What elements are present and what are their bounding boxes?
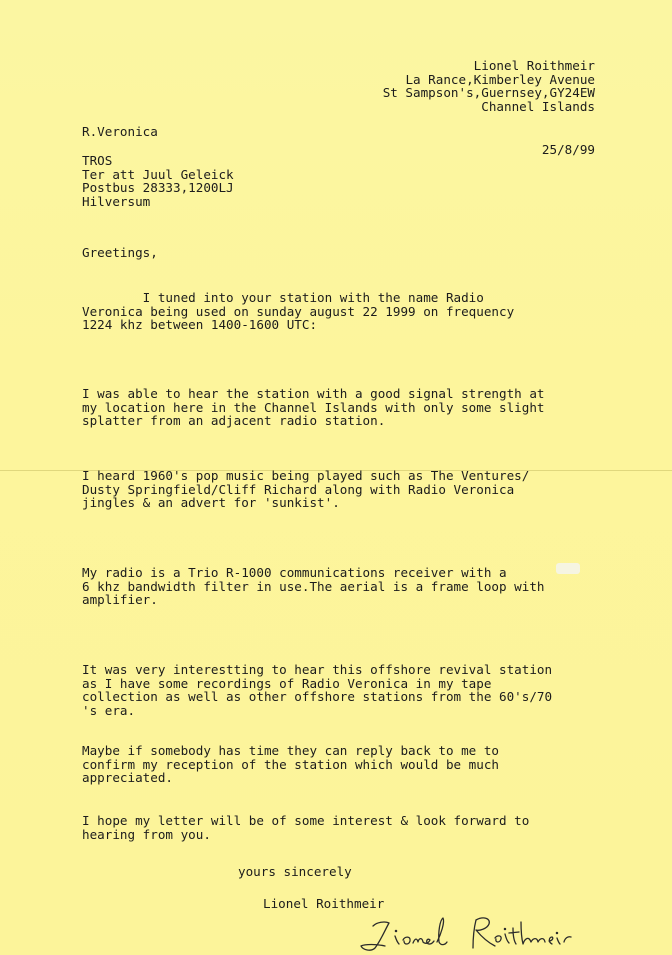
paragraph-line: collection as well as other offshore stations from the 60's/70: [82, 689, 553, 705]
letter-date: 25/8/99: [541, 142, 595, 157]
paragraph-line: I heard 1960's pop music being played such as The Ventures/: [82, 468, 530, 483]
body-paragraph: [82, 663, 552, 718]
recipient-address: [82, 154, 234, 209]
recipient-line2: Ter att Juul Geleick: [82, 166, 234, 182]
paragraph-line: 6 khz bandwidth filter in use.The aerial is a frame loop with: [82, 578, 545, 594]
paragraph-line: I tuned into your station with the name Radio: [82, 290, 484, 305]
body-paragraph: [82, 291, 514, 332]
sender-name: Lionel Roithmeir: [473, 58, 595, 73]
greeting: Greetings,: [82, 245, 158, 260]
paragraph-line: jingles & an advert for 'sunkist'.: [82, 495, 340, 511]
closing: yours sincerely: [238, 864, 352, 879]
paragraph-line: amplifier.: [82, 592, 158, 608]
recipient-line3: Postbus 28333,1200LJ: [82, 180, 234, 196]
paragraph-line: Veronica being used on sunday august 22 1999 on frequency: [82, 303, 515, 319]
paragraph-line: It was very interestting to hear this offshore revival station: [82, 662, 553, 677]
paragraph-line: Dusty Springfield/Cliff Richard along with Radio Veronica: [82, 481, 515, 497]
sender-address: [383, 59, 595, 113]
sender-address-line3: Channel Islands: [481, 98, 595, 114]
recipient-line1: TROS: [82, 153, 113, 168]
paragraph-line: 's era.: [82, 703, 136, 719]
paragraph-line: splatter from an adjacent radio station.: [82, 413, 386, 429]
paragraph-line: as I have some recordings of Radio Veronica in my tape: [82, 675, 492, 691]
body-paragraph: [82, 744, 499, 785]
body-paragraph: [82, 469, 529, 510]
paragraph-line: hearing from you.: [82, 826, 211, 842]
handwritten-signature: [355, 908, 595, 954]
paragraph-line: I hope my letter will be of some interest & look forward to: [82, 813, 530, 828]
closing-name: Lionel Roithmeir: [263, 896, 385, 911]
body-paragraph: [82, 387, 545, 428]
sender-address-line2: St Sampson's,Guernsey,GY24EW: [382, 85, 595, 101]
paragraph-line: 1224 khz between 1400-1600 UTC:: [82, 317, 318, 333]
paragraph-line: I was able to hear the station with a good signal strength at: [82, 386, 545, 401]
paragraph-line: appreciated.: [82, 770, 173, 786]
reference: R.Veronica: [82, 124, 158, 139]
body-paragraph: [82, 566, 545, 607]
sender-address-line1: La Rance,Kimberley Avenue: [405, 71, 595, 87]
paragraph-line: my location here in the Channel Islands with only some slight: [82, 399, 545, 415]
correction-smudge: [556, 563, 580, 574]
paragraph-line: Maybe if somebody has time they can reply back to me to: [82, 743, 500, 758]
paragraph-line: My radio is a Trio R-1000 communications receiver with a: [82, 565, 507, 580]
paragraph-line: confirm my reception of the station which would be much: [82, 756, 500, 772]
recipient-line4: Hilversum: [82, 194, 151, 210]
body-paragraph: [82, 814, 529, 841]
